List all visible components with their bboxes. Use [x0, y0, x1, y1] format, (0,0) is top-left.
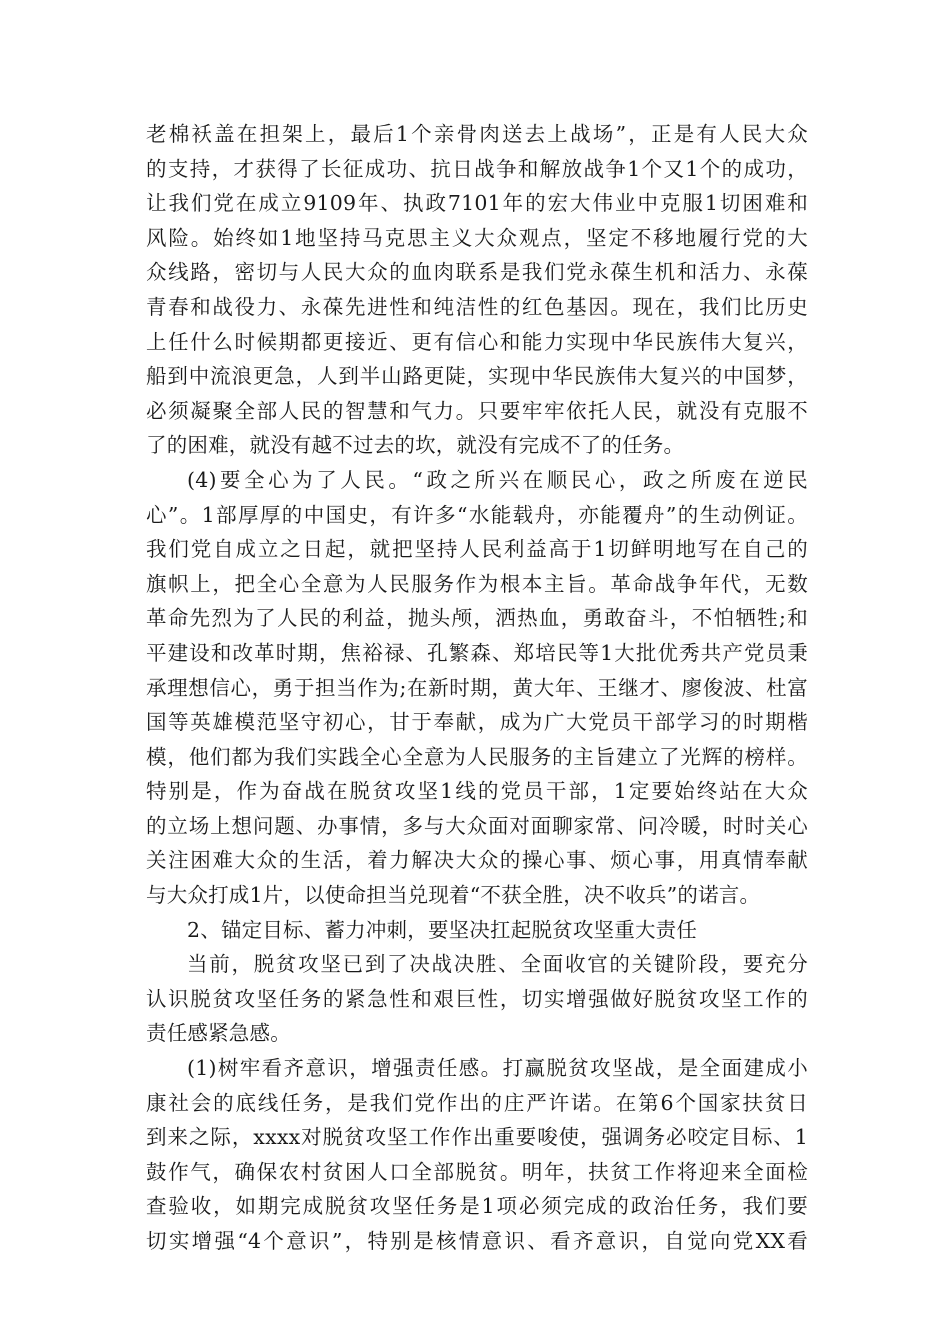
text-line: 承理想信心，勇于担当作为;在新时期，黄大年、王继才、廖俊波、杜富: [146, 675, 808, 700]
text-line: 心”。1部厚厚的中国史，有许多“水能载舟，亦能覆舟”的生动例证。: [146, 502, 808, 527]
text-line: 青春和战役力、永葆先进性和纯洁性的红色基因。现在，我们比历史: [146, 294, 808, 319]
text-line: 责任感紧急感。: [146, 1021, 291, 1046]
text-line: 上任什么时候期都更接近、更有信心和能力实现中华民族伟大复兴，: [146, 329, 808, 354]
text-line: 关注困难大众的生活，着力解决大众的操心事、烦心事，用真情奉献: [146, 848, 808, 873]
text-line: 2、锚定目标、蓄力冲刺，要坚决扛起脱贫攻坚重大责任: [187, 917, 698, 942]
text-line: (1)树牢看齐意识，增强责任感。打赢脱贫攻坚战，是全面建成小: [187, 1056, 808, 1081]
text-line: 众线路，密切与人民大众的血肉联系是我们党永葆生机和活力、永葆: [146, 260, 808, 285]
text-line: 国等英雄模范坚守初心，甘于奉献，成为广大党员干部学习的时期楷: [146, 710, 808, 735]
text-line: 认识脱贫攻坚任务的紧急性和艰巨性，切实增强做好脱贫攻坚工作的: [146, 986, 808, 1011]
text-line: 必须凝聚全部人民的智慧和气力。只要牢牢依托人民，就没有克服不: [146, 398, 808, 423]
text-line: 切实增强“4个意识”，特别是核情意识、看齐意识，自觉向党XX看: [146, 1229, 808, 1253]
text-line: 我们党自成立之日起，就把坚持人民利益高于1切鲜明地写在自己的: [146, 537, 808, 562]
text-line: 老棉袄盖在担架上，最后1个亲骨肉送去上战场”，正是有人民大众: [146, 122, 808, 146]
text-line: 的立场上想问题、办事情，多与大众面对面聊家常、问冷暖，时时关心: [146, 813, 808, 838]
text-line: 当前，脱贫攻坚已到了决战决胜、全面收官的关键阶段，要充分: [187, 952, 808, 977]
text-line: 查验收，如期完成脱贫攻坚任务是1项必须完成的政治任务，我们要: [146, 1194, 808, 1219]
text-line: 了的困难，就没有越不过去的坎，就没有完成不了的任务。: [146, 433, 685, 458]
text-line: 与大众打成1片，以使命担当兑现着“不获全胜，决不收兵”的诺言。: [146, 883, 761, 908]
text-line: 康社会的底线任务，是我们党作出的庄严许诺。在第6个国家扶贫日: [146, 1090, 808, 1115]
text-line: 模，他们都为我们实践全心全意为人民服务的主旨建立了光辉的榜样。: [146, 744, 808, 769]
text-line: 的支持，才获得了长征成功、抗日战争和解放战争1个又1个的成功，: [146, 156, 808, 181]
text-line: 鼓作气，确保农村贫困人口全部脱贫。明年，扶贫工作将迎来全面检: [146, 1159, 808, 1184]
text-line: 革命先烈为了人民的利益，抛头颅，洒热血，勇敢奋斗，不怕牺牲;和: [146, 606, 808, 631]
text-line: 到来之际，xxxx对脱贫攻坚工作作出重要唆使，强调务必咬定目标、1: [146, 1125, 808, 1150]
text-line: 特别是，作为奋战在脱贫攻坚1线的党员干部，1定要始终站在大众: [146, 779, 808, 804]
text-line: 风险。始终如1地坚持马克思主义大众观点，坚定不移地履行党的大: [146, 225, 808, 250]
document-body-text: [146, 117, 808, 1259]
text-line: 平建设和改革时期，焦裕禄、孔繁森、郑培民等1大批优秀共产党员秉: [146, 640, 808, 665]
text-line: 旗帜上，把全心全意为人民服务作为根本主旨。革命战争年代，无数: [146, 571, 808, 596]
text-line: 船到中流浪更急，人到半山路更陡，实现中华民族伟大复兴的中国梦，: [146, 364, 808, 389]
text-line: (4)要全心为了人民。“政之所兴在顺民心，政之所废在逆民: [187, 467, 808, 492]
text-line: 让我们党在成立9109年、执政7101年的宏大伟业中克服1切困难和: [146, 191, 808, 216]
